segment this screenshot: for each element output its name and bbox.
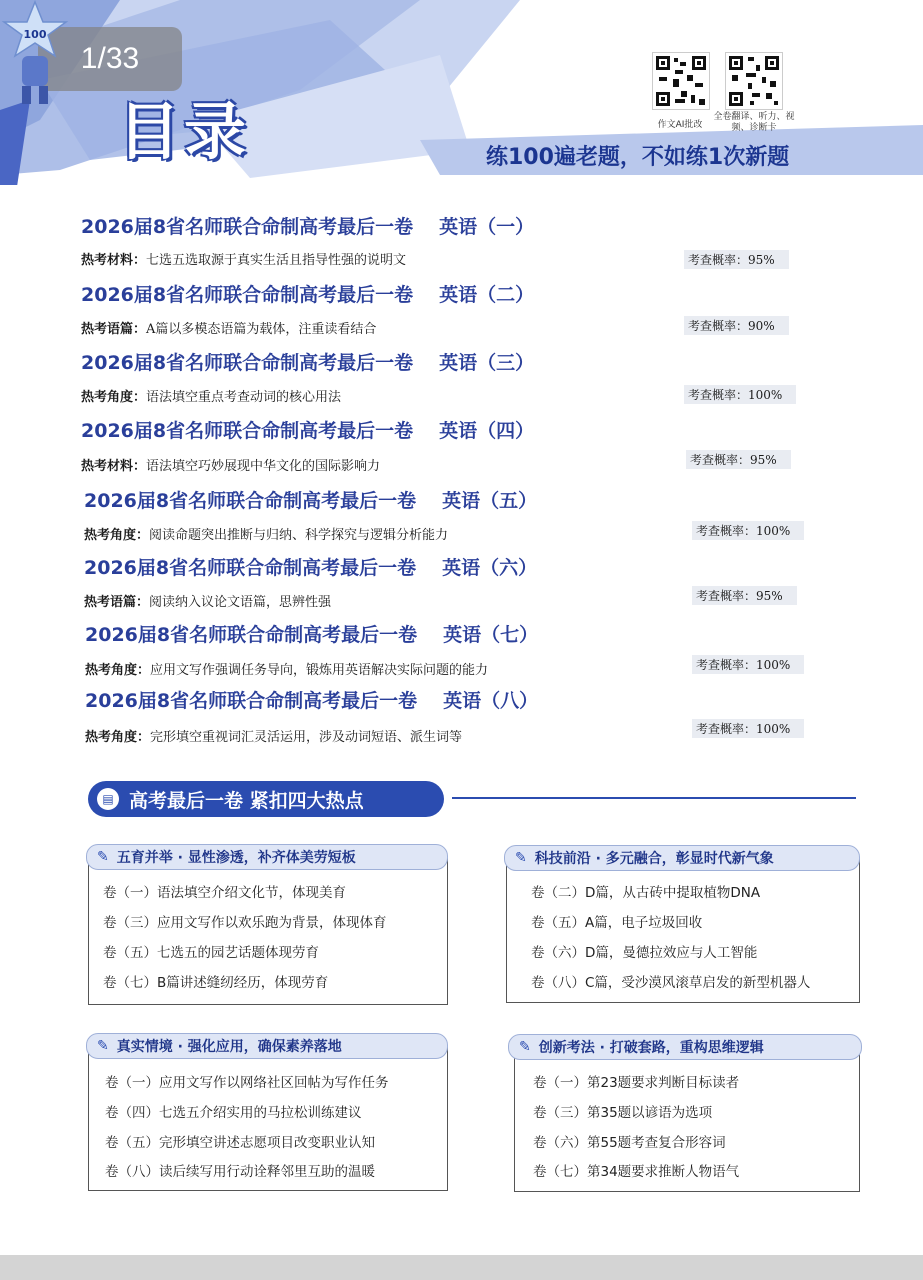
page-title: 目录 [118, 95, 251, 168]
entry-title-text: 2026届8省名师联合命制高考最后一卷 [81, 352, 414, 374]
note-label: 热考角度： [85, 663, 151, 678]
box-heading-text: 创新考法 · 打破套路，重构思维逻辑 [538, 1040, 764, 1056]
entry-title-text: 2026届8省名师联合命制高考最后一卷 [85, 690, 418, 712]
probability-badge: 考查概率：100% [692, 719, 804, 738]
probability-badge: 考查概率：95% [684, 250, 789, 269]
hotspot-box [88, 856, 448, 1005]
entry-title-text: 2026届8省名师联合命制高考最后一卷 [84, 490, 417, 512]
entry-subject: 英语（一） [439, 216, 535, 238]
entry-subject: 英语（四） [439, 420, 535, 442]
note-label: 热考语篇： [81, 322, 147, 337]
entry-title-text: 2026届8省名师联合命制高考最后一卷 [84, 557, 417, 579]
note-text: 阅读纳入议论文语篇，思辨性强 [149, 595, 332, 610]
box-item: 卷（一）语法填空介绍文化节，体现美育 [103, 885, 346, 901]
note-text: 阅读命题突出推断与归纳、科学探究与逻辑分析能力 [149, 528, 449, 543]
entry-subject: 英语（五） [442, 490, 538, 512]
page-indicator: 1/33 [38, 27, 182, 91]
box-heading-text: 真实情境 · 强化应用，确保素养落地 [116, 1039, 342, 1055]
box-heading [504, 845, 860, 871]
note-text: 语法填空重点考查动词的核心用法 [146, 390, 342, 405]
entry-note [81, 455, 380, 474]
note-text: 完形填空重视词汇灵活运用，涉及动词短语、派生词等 [150, 730, 463, 745]
box-item: 卷（三）第35题以谚语为选项 [533, 1105, 713, 1121]
mascot-icon [0, 0, 70, 110]
hotspot-box [88, 1046, 448, 1191]
note-text: 七选五选取源于真实生活且指导性强的说明文 [146, 253, 407, 268]
note-label: 热考角度： [84, 528, 150, 543]
note-text: A篇以多模态语篇为载体，注重读看结合 [146, 322, 377, 337]
entry-note [84, 524, 448, 543]
box-item: 卷（五）七选五的园艺话题体现劳育 [103, 945, 319, 961]
probability-badge: 考查概率：95% [692, 586, 797, 605]
box-item: 卷（四）七选五介绍实用的马拉松训练建议 [105, 1105, 362, 1121]
entry-title-text: 2026届8省名师联合命制高考最后一卷 [81, 216, 414, 238]
box-item: 卷（五）A篇，电子垃圾回收 [531, 915, 703, 931]
box-item: 卷（六）D篇，曼德拉效应与人工智能 [531, 945, 758, 961]
hotspot-box [514, 1047, 860, 1192]
box-item: 卷（五）完形填空讲述志愿项目改变职业认知 [105, 1135, 375, 1151]
note-label: 热考角度： [81, 390, 147, 405]
entry-subject: 英语（八） [443, 690, 539, 712]
box-item: 卷（二）D篇，从古砖中提取植物DNA [531, 885, 761, 901]
section-banner [88, 781, 444, 817]
note-label: 热考材料： [81, 459, 147, 474]
entry-note [81, 249, 406, 268]
qr-code-translation[interactable] [725, 52, 783, 110]
section-divider [452, 797, 856, 799]
entry-note [85, 726, 462, 745]
probability-badge: 考查概率：100% [692, 655, 804, 674]
note-icon: ✎ [519, 1039, 531, 1055]
entry-title[interactable] [84, 553, 537, 580]
book-icon: ▤ [97, 788, 119, 810]
box-item: 卷（六）第55题考查复合形容词 [533, 1135, 726, 1151]
probability-badge: 考查概率：95% [686, 450, 791, 469]
hotspot-box [506, 858, 860, 1003]
probability-badge: 考查概率：100% [692, 521, 804, 540]
entry-title[interactable] [81, 348, 534, 375]
entry-title[interactable] [85, 620, 538, 647]
entry-subject: 英语（七） [443, 624, 539, 646]
entry-title[interactable] [81, 212, 534, 239]
entry-title[interactable] [81, 280, 534, 307]
qr-code-icon [726, 53, 782, 109]
box-item: 卷（一）第23题要求判断目标读者 [533, 1075, 740, 1091]
box-item: 卷（八）读后续写用行动诠释邻里互助的温暖 [105, 1164, 375, 1180]
note-label: 热考角度： [85, 730, 151, 745]
box-item: 卷（八）C篇，受沙漠风滚草启发的新型机器人 [531, 975, 811, 991]
qr-code-icon [653, 53, 709, 109]
entry-subject: 英语（二） [439, 284, 535, 306]
box-heading-text: 科技前沿 · 多元融合，彰显时代新气象 [534, 851, 774, 867]
entry-note [84, 591, 331, 610]
entry-subject: 英语（三） [439, 352, 535, 374]
bottom-scroll-bar[interactable] [0, 1255, 923, 1280]
entry-title[interactable] [81, 416, 534, 443]
note-text: 应用文写作强调任务导向，锻炼用英语解决实际问题的能力 [150, 663, 489, 678]
qr-label-essay: 作文AI批改 [657, 120, 703, 130]
mascot-label: 100 [23, 28, 47, 41]
probability-badge: 考查概率：100% [684, 385, 796, 404]
entry-note [85, 659, 488, 678]
slogan: 练100遍老题，不如练1次新题 [486, 145, 790, 170]
box-heading [86, 844, 448, 870]
probability-badge: 考查概率：90% [684, 316, 789, 335]
box-item: 卷（三）应用文写作以欢乐跑为背景，体现体育 [103, 915, 387, 931]
note-label: 热考语篇： [84, 595, 150, 610]
entry-title[interactable] [85, 686, 538, 713]
section-title: 高考最后一卷 紧扣四大热点 [129, 789, 364, 812]
note-icon: ✎ [97, 849, 109, 865]
qr-label-translation: 全卷翻译、听力、视频、诊断卡 [713, 112, 795, 133]
entry-title-text: 2026届8省名师联合命制高考最后一卷 [81, 420, 414, 442]
box-heading [508, 1034, 862, 1060]
note-text: 语法填空巧妙展现中华文化的国际影响力 [146, 459, 381, 474]
entry-note [81, 318, 376, 337]
note-icon: ✎ [97, 1038, 109, 1054]
header-banner [0, 0, 923, 185]
entry-note [81, 386, 341, 405]
box-heading-text: 五育并举 · 显性渗透，补齐体美劳短板 [116, 850, 356, 866]
box-item: 卷（一）应用文写作以网络社区回帖为写作任务 [105, 1075, 389, 1091]
box-item: 卷（七）第34题要求推断人物语气 [533, 1164, 740, 1180]
note-label: 热考材料： [81, 253, 147, 268]
box-item: 卷（七）B篇讲述缝纫经历，体现劳育 [103, 975, 329, 991]
note-icon: ✎ [515, 850, 527, 866]
qr-code-essay[interactable] [652, 52, 710, 110]
box-heading [86, 1033, 448, 1059]
entry-title-text: 2026届8省名师联合命制高考最后一卷 [81, 284, 414, 306]
entry-subject: 英语（六） [442, 557, 538, 579]
entry-title-text: 2026届8省名师联合命制高考最后一卷 [85, 624, 418, 646]
entry-title[interactable] [84, 486, 537, 513]
